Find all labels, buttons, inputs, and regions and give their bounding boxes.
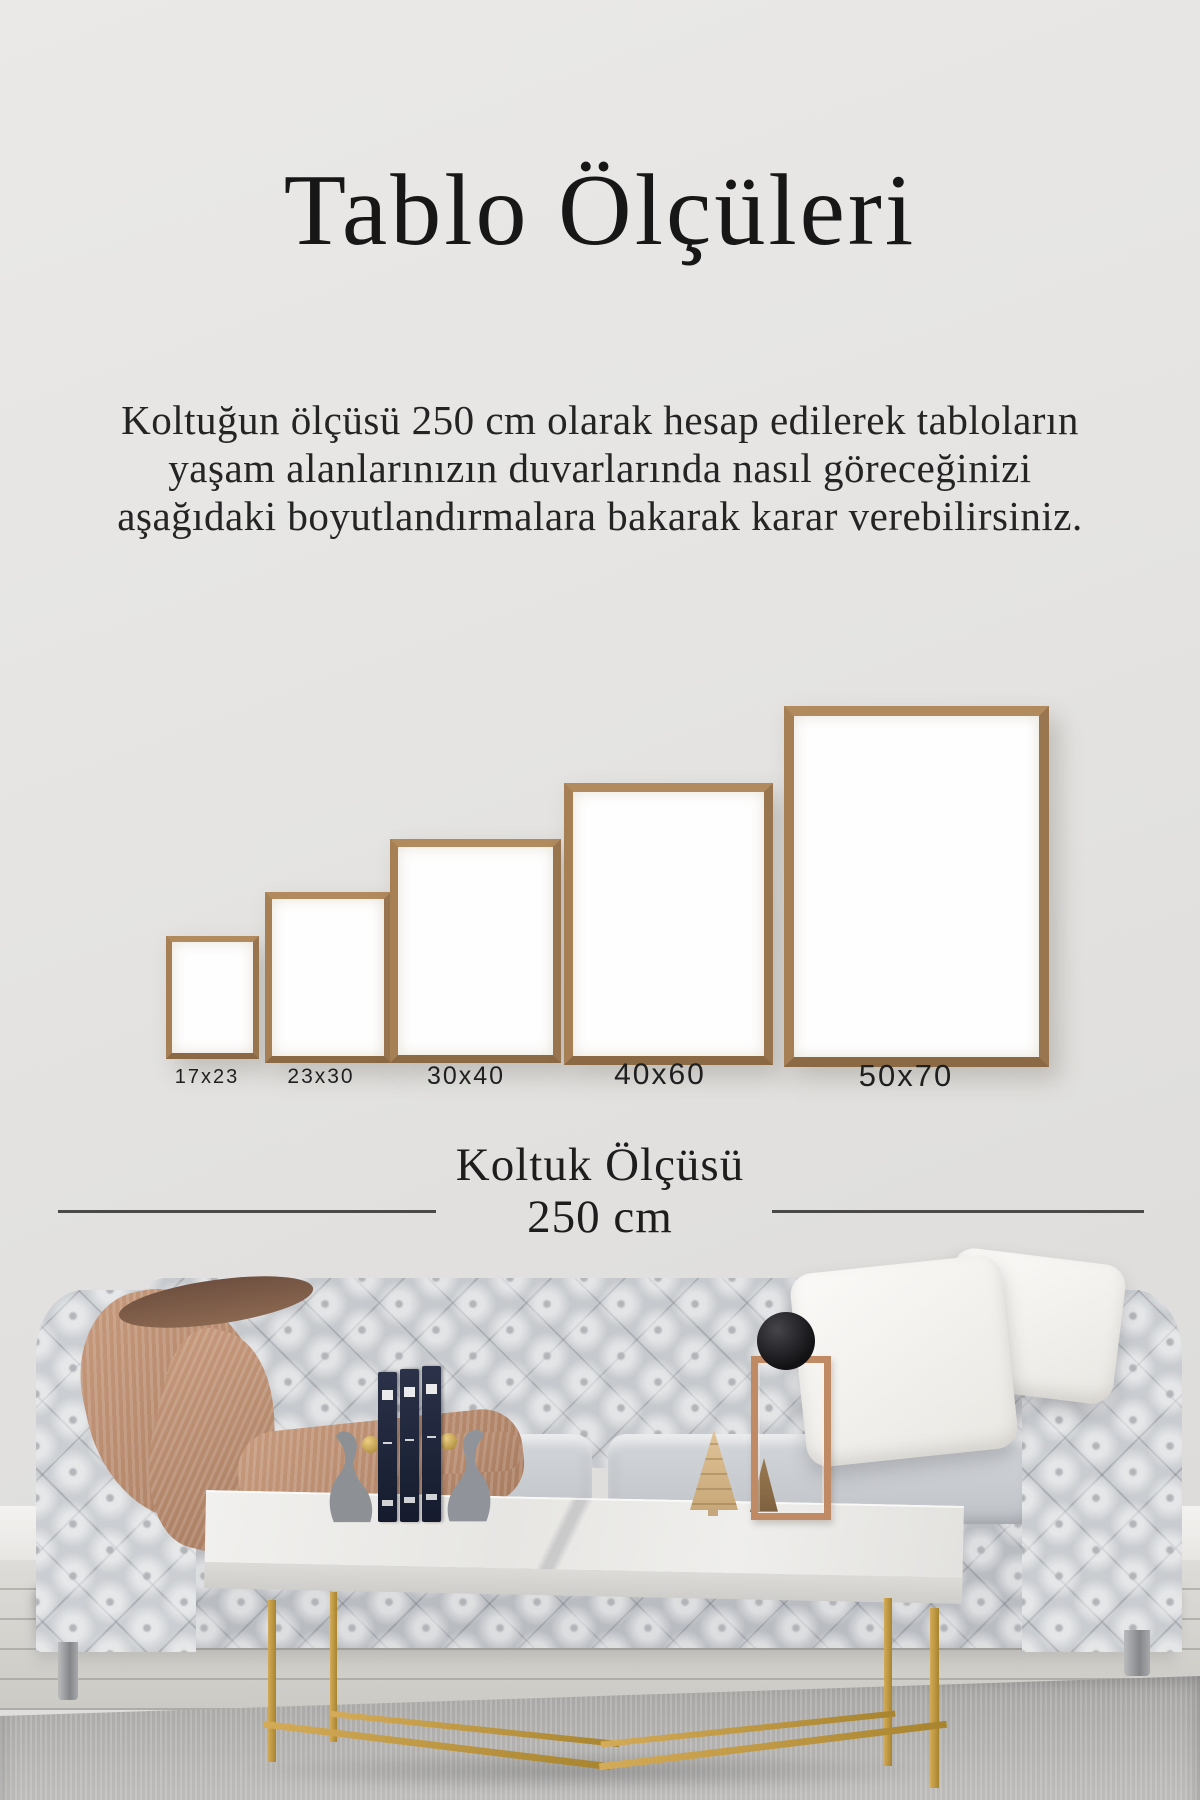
coffee-table xyxy=(204,1490,964,1604)
measure-rule-right xyxy=(772,1210,1144,1213)
table-shadow xyxy=(240,1750,940,1792)
picture-frame-40x60 xyxy=(564,783,773,1065)
frame-size-label-30x40: 30x40 xyxy=(426,1062,506,1090)
description-line-1: Koltuğun ölçüsü 250 cm olarak hesap edilerek tabloların xyxy=(121,397,1079,443)
black-sphere xyxy=(757,1312,815,1370)
page-title: Tablo Ölçüleri xyxy=(283,154,917,267)
frame-size-label-50x70: 50x70 xyxy=(858,1058,954,1093)
lantern-stand xyxy=(751,1356,831,1520)
measure-rule-left xyxy=(58,1210,436,1213)
picture-frame-23x30 xyxy=(265,892,391,1063)
sofa-leg-right xyxy=(1124,1630,1150,1676)
table-leg-back-right xyxy=(884,1598,892,1766)
picture-frame-30x40 xyxy=(390,839,561,1063)
description-line-3: aşağıdaki boyutlandırmalara bakarak karar verebilirsiniz. xyxy=(117,493,1083,539)
frame-size-label-17x23: 17x23 xyxy=(174,1066,240,1088)
sofa-leg-left xyxy=(58,1642,78,1700)
book xyxy=(378,1372,397,1522)
sofa-measure-value: 250 cm xyxy=(527,1191,673,1243)
description-line-2: yaşam alanlarınızın duvarlarında nasıl göreceğinizi xyxy=(168,445,1032,491)
book xyxy=(400,1369,419,1522)
book-stack xyxy=(378,1366,448,1522)
frame-size-label-40x60: 40x60 xyxy=(614,1058,706,1091)
picture-frame-17x23 xyxy=(166,936,259,1059)
table-leg-back-left xyxy=(330,1592,337,1742)
bookend-gold-ball-left xyxy=(362,1436,379,1453)
table-leg-front-left xyxy=(268,1600,276,1762)
description xyxy=(0,396,1200,540)
book xyxy=(422,1366,441,1522)
wooden-tree-trunk xyxy=(708,1508,718,1516)
sofa-measure-title: Koltuk Ölçüsü xyxy=(455,1139,745,1191)
picture-frame-50x70 xyxy=(784,706,1049,1067)
frame-size-label-23x30: 23x30 xyxy=(287,1065,355,1088)
